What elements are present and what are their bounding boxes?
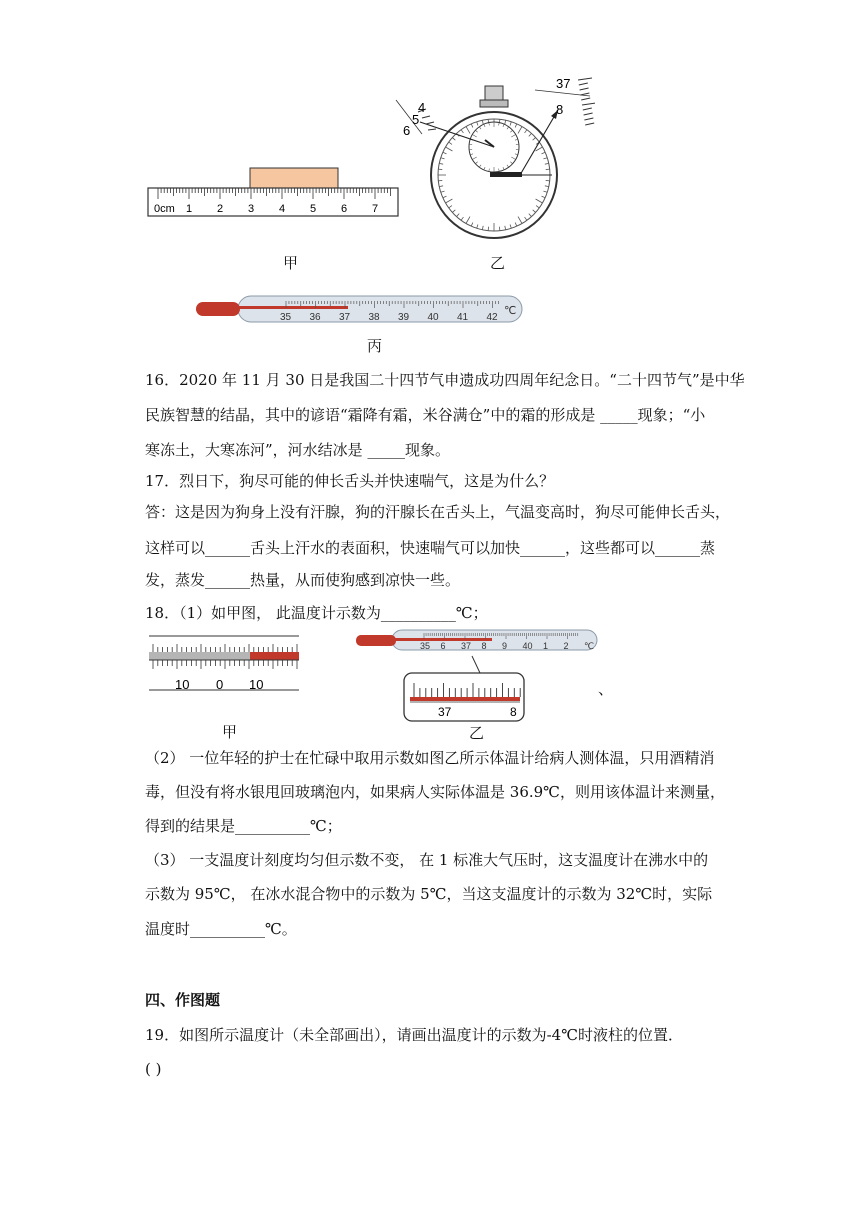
q19-answer-box: ( ) (145, 1060, 162, 1078)
q18-yi-thermometer (352, 626, 602, 726)
svg-text:0: 0 (216, 677, 224, 692)
yi-number: 8 (481, 641, 487, 651)
thermometer-number: 39 (398, 312, 410, 323)
thermometer-number: 40 (427, 312, 439, 323)
ruler-caption: 甲 (283, 254, 299, 272)
thermometer-number: 41 (457, 312, 469, 323)
ruler-number: 5 (310, 203, 317, 215)
yi-number: ℃ (584, 641, 595, 651)
q18-separator: 、 (598, 680, 614, 698)
ruler-number: 2 (217, 203, 224, 215)
thermometer-caption: 丙 (367, 337, 383, 355)
thermometer-number: 36 (309, 312, 321, 323)
ruler-unit-label: 0cm (154, 203, 175, 215)
yi-number: 1 (543, 641, 549, 651)
q18-part2-line3: 得到的结果是__________℃； (145, 817, 342, 835)
stopwatch-figure (390, 72, 595, 247)
svg-text:37: 37 (438, 705, 452, 719)
yi-number: 6 (440, 641, 446, 651)
thermometer-number: 35 (280, 312, 292, 323)
q17-line3: 发，蒸发______热量，从而使狗感到凉快一些。 (145, 571, 461, 589)
ruler-number: 7 (372, 203, 379, 215)
ruler-number: 1 (186, 203, 193, 215)
q17-line1: 答：这是因为狗身上没有汗腺，狗的汗腺长在舌头上，气温变高时，狗尽可能伸长舌头， (145, 503, 731, 521)
q16-line2: 民族智慧的结晶，其中的谚语“霜降有霜，米谷满仓”中的霜的形成是 _____现象；“小 (145, 406, 706, 424)
svg-text:10: 10 (249, 677, 264, 692)
svg-text:℃: ℃ (504, 305, 517, 317)
measured-block (250, 168, 338, 188)
svg-text:4: 4 (418, 100, 426, 115)
q18-part3-line2: 示数为 95℃， 在冰水混合物中的示数为 5℃，当这支温度计的示数为 32℃时，实际 (145, 885, 713, 903)
svg-text:8: 8 (556, 102, 564, 117)
q16-line3: 寒冻土，大寒冻河”，河水结冰是 _____现象。 (145, 441, 450, 459)
svg-text:37: 37 (556, 76, 571, 91)
section4-heading: 四、作图题 (145, 991, 221, 1009)
q18-part2-line1: （2） 一位年轻的护士在忙碌中取用示数如图乙所示体温计给病人测体温，只用酒精消 (145, 749, 715, 767)
q16-line1: 16．2020 年 11 月 30 日是我国二十四节气申遗成功四周年纪念日。“二十四节气”是中华 (145, 371, 745, 389)
ruler-number: 3 (248, 203, 255, 215)
yi-number: 2 (563, 641, 569, 651)
svg-text:5: 5 (412, 112, 420, 127)
q18-yi-caption: 乙 (469, 724, 485, 742)
yi-number: 37 (461, 641, 472, 651)
q18-jia-caption: 甲 (222, 723, 238, 741)
ruler-number: 6 (341, 203, 348, 215)
yi-number: 35 (420, 641, 431, 651)
thermometer-number: 38 (368, 312, 380, 323)
q17-question: 17．烈日下，狗尽可能的伸长舌头并快速喘气，这是为什么？ (145, 472, 555, 490)
yi-number: 40 (522, 641, 533, 651)
stopwatch-caption: 乙 (490, 254, 506, 272)
q19-text: 19．如图所示温度计（未全部画出），请画出温度计的示数为-4℃时液柱的位置． (145, 1026, 683, 1044)
ruler-number: 4 (279, 203, 286, 215)
q18-part3-line3: 温度时__________℃。 (145, 920, 297, 938)
ruler-figure (140, 160, 405, 225)
svg-text:8: 8 (510, 705, 517, 719)
thermometer-number: 42 (486, 312, 498, 323)
q18-part1: 18．（1）如甲图， 此温度计示数为__________℃； (145, 604, 488, 622)
q18-part3-line1: （3） 一支温度计刻度均匀但示数不变， 在 1 标准大气压时，这支温度计在沸水中的 (145, 851, 709, 869)
thermometer-figure (192, 292, 527, 328)
q18-jia-thermometer (145, 632, 305, 694)
q17-line2: 这样可以______舌头上汗水的表面积，快速喘气可以加快______，这些都可以______蒸 (145, 539, 716, 557)
yi-number: 9 (502, 641, 508, 651)
thermometer-number: 37 (339, 312, 351, 323)
q18-part2-line2: 毒，但没有将水银甩回玻璃泡内，如果病人实际体温是 36.9℃，则用该体温计来测量， (145, 783, 725, 801)
svg-text:10: 10 (175, 677, 190, 692)
svg-text:6: 6 (403, 123, 411, 138)
